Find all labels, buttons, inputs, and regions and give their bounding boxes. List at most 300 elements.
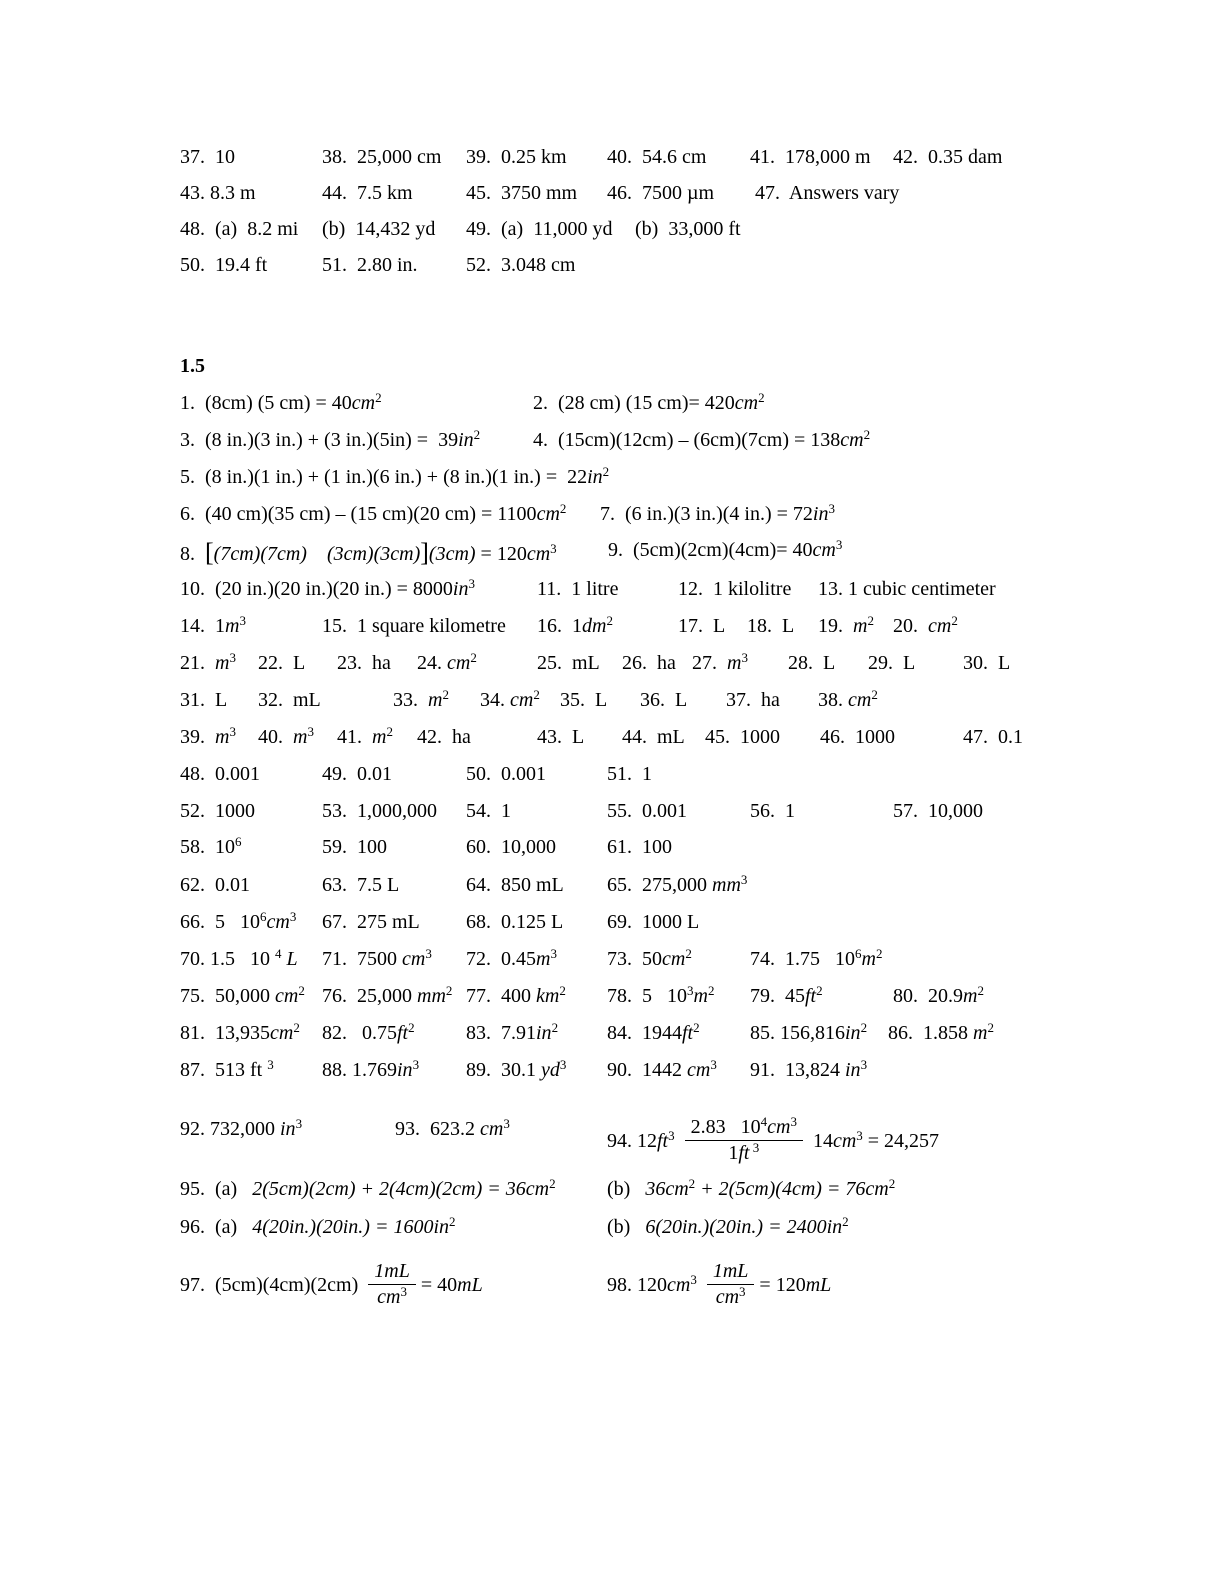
text-run: 50. 0.001 <box>466 763 546 785</box>
text-run: 86. 1.858 <box>888 1022 973 1044</box>
text-segment <box>180 429 480 452</box>
text-run <box>675 1130 685 1152</box>
text-run: 3 <box>749 1140 760 1155</box>
text-segment <box>417 652 477 675</box>
text-segment <box>466 800 511 823</box>
text-segment <box>180 1216 456 1239</box>
text-run: 2.83 10 <box>690 1116 761 1138</box>
text-run: 14 <box>802 1130 833 1153</box>
section-heading: 1.5 <box>180 355 205 377</box>
text-run: mL <box>805 1274 832 1297</box>
text-run: 3 <box>559 1057 567 1072</box>
text-run: cm <box>447 652 471 674</box>
text-run: 138 <box>810 429 841 451</box>
text-run: 3 <box>828 501 835 516</box>
text-segment <box>868 652 915 675</box>
text-run: 18. L <box>747 615 795 637</box>
text-run: in <box>812 503 829 525</box>
text-run: 46. 1000 <box>820 726 895 748</box>
text-run: 2 <box>559 501 567 516</box>
text-run: 3 <box>550 946 557 961</box>
text-run: 3 <box>229 650 236 665</box>
text-segment <box>747 615 794 638</box>
text-line <box>180 1178 1180 1208</box>
fraction-denominator <box>707 1285 755 1309</box>
text-run: 2 <box>860 1020 868 1035</box>
text-run: 2 <box>445 983 453 998</box>
text-run: 38. <box>818 689 848 711</box>
text-run: 52. 1000 <box>180 800 255 822</box>
text-segment <box>607 146 706 169</box>
text-segment <box>322 218 435 241</box>
text-segment <box>180 689 227 712</box>
text-run: 2 <box>606 613 613 628</box>
text-run: 15. 1 square kilometre <box>322 615 506 637</box>
text-run: 2 <box>871 687 878 702</box>
text-segment <box>466 763 546 786</box>
text-run: 23. ha <box>337 652 391 674</box>
text-run: 12. 1 kilolitre <box>678 578 792 600</box>
text-segment <box>692 652 748 675</box>
text-run: 88. 1.769 <box>322 1059 397 1081</box>
text-run: ] <box>420 538 429 567</box>
text-run: 3 <box>668 1128 675 1144</box>
text-run: 62. 0.01 <box>180 874 250 896</box>
text-run: m <box>428 689 443 711</box>
text-run: m <box>215 726 230 748</box>
text-run: cm <box>848 689 872 711</box>
text-run: 2 <box>470 650 477 665</box>
text-run: 57. 10,000 <box>893 800 983 822</box>
text-run: 49. (a) 11,000 yd <box>466 218 613 240</box>
text-run: cm <box>687 1059 711 1081</box>
fraction-denominator <box>368 1285 416 1309</box>
text-run: m <box>861 948 876 970</box>
fraction <box>707 1260 755 1309</box>
text-segment <box>180 1022 300 1045</box>
text-segment <box>678 615 725 638</box>
text-line <box>180 800 1180 830</box>
text-run: 49. 0.01 <box>322 763 392 785</box>
text-run: 90. 1442 <box>607 1059 687 1081</box>
text-run: 3 <box>860 1057 868 1072</box>
text-run: 2 <box>386 724 393 739</box>
text-run: cm <box>266 911 290 933</box>
text-segment <box>640 689 687 712</box>
text-segment <box>180 1178 556 1201</box>
text-run: m <box>853 615 868 637</box>
text-run: 41. <box>337 726 372 748</box>
text-run: 72 <box>792 503 813 525</box>
text-run: m <box>225 615 240 637</box>
text-run: in <box>845 1022 861 1044</box>
text-run: [ <box>205 538 214 567</box>
text-run: 74. 1.75 10 <box>750 948 855 970</box>
text-segment <box>466 218 612 241</box>
text-run <box>697 1274 707 1296</box>
text-run: 30. L <box>963 652 1011 674</box>
text-run: 36. L <box>640 689 688 711</box>
text-segment <box>607 1022 700 1045</box>
text-run: = <box>754 1274 776 1297</box>
text-segment <box>608 539 842 562</box>
text-run: 26. ha <box>622 652 676 674</box>
text-run: 27. <box>692 652 727 674</box>
text-segment <box>607 1216 849 1239</box>
text-segment <box>607 1059 717 1082</box>
text-segment <box>788 652 835 675</box>
text-segment <box>466 1022 558 1045</box>
text-segment <box>537 726 584 749</box>
text-run: 37. 10 <box>180 146 235 168</box>
text-segment <box>322 800 437 823</box>
text-run: 58. 10 <box>180 836 235 858</box>
text-run: 19. <box>818 615 853 637</box>
text-run: + 2(5cm)(4cm) = 76cm <box>695 1178 889 1200</box>
text-segment <box>337 726 393 749</box>
text-segment <box>607 182 714 205</box>
text-run: 71. 7500 <box>322 948 402 970</box>
text-segment <box>180 726 236 749</box>
text-segment <box>750 948 882 971</box>
text-segment <box>893 800 983 823</box>
text-run: 2 <box>559 983 566 998</box>
text-segment <box>180 466 609 489</box>
text-segment <box>180 615 246 638</box>
text-segment <box>607 874 747 897</box>
text-run: 4(20in.)(20in.) = 1600in <box>252 1216 450 1238</box>
text-run: 40. <box>258 726 293 748</box>
text-segment <box>750 1059 867 1082</box>
text-run: 2 <box>375 390 382 405</box>
text-segment <box>607 836 672 859</box>
text-line <box>180 726 1180 756</box>
text-run: 51. 1 <box>607 763 652 785</box>
text-line <box>180 1059 1180 1089</box>
text-run: 13. 1 cubic centimeter <box>818 578 996 600</box>
text-run: 60. 10,000 <box>466 836 556 858</box>
text-run: in <box>452 578 469 600</box>
text-run: 47. 0.1 <box>963 726 1023 748</box>
text-run: 24. <box>417 652 447 674</box>
text-segment <box>893 985 984 1008</box>
text-run: 54. 1 <box>466 800 511 822</box>
text-run: yd <box>541 1059 560 1081</box>
text-line <box>180 578 1180 608</box>
text-run: 92. 732,000 <box>180 1118 280 1140</box>
text-run: 40 <box>792 539 813 561</box>
text-run: ft <box>682 1022 694 1044</box>
text-line <box>180 615 1180 645</box>
text-run: 1 <box>728 1142 739 1164</box>
text-run: 3 <box>856 1128 863 1144</box>
text-run: 35. L <box>560 689 608 711</box>
text-run: (b) 33,000 ft <box>635 218 741 240</box>
text-segment <box>750 985 823 1008</box>
text-segment <box>755 182 899 205</box>
text-segment <box>963 726 1023 749</box>
text-run: 2 <box>758 390 765 405</box>
text-run: cm <box>402 948 426 970</box>
text-run: 94. 12 <box>607 1130 657 1153</box>
text-run: ft <box>397 1022 409 1044</box>
text-segment <box>180 503 566 526</box>
text-segment <box>466 985 566 1008</box>
text-run: m <box>963 985 978 1007</box>
text-run: 3 <box>425 946 432 961</box>
text-run: ft <box>657 1130 669 1153</box>
text-run: 2 <box>685 946 692 961</box>
text-run: 48. (a) 8.2 mi <box>180 218 299 240</box>
text-run: 69. 1000 L <box>607 911 700 933</box>
text-run: 3 <box>710 1057 717 1072</box>
text-line <box>180 911 1180 941</box>
text-segment <box>466 911 563 934</box>
text-segment <box>466 182 577 205</box>
text-run: 3 <box>229 724 236 739</box>
text-run: 4. (15cm)(12cm) – (6cm)(7cm) = <box>533 429 811 451</box>
text-segment <box>180 254 267 277</box>
text-run: cm <box>734 392 759 414</box>
text-run: 22 <box>567 466 588 488</box>
text-segment <box>322 874 399 897</box>
text-segment <box>560 689 607 712</box>
text-segment <box>180 1262 483 1311</box>
text-run: 64. 850 mL <box>466 874 564 896</box>
text-run: 56. 1 <box>750 800 795 822</box>
text-run: 2 <box>602 464 610 479</box>
text-run: cm <box>767 1116 791 1138</box>
text-segment <box>417 726 471 749</box>
text-run: cm <box>351 392 376 414</box>
text-segment <box>750 1022 867 1045</box>
text-run: 6(20in.)(20in.) = 2400in <box>645 1216 843 1238</box>
text-segment <box>537 615 613 638</box>
text-segment <box>893 146 1002 169</box>
text-run: (b) 14,432 yd <box>322 218 436 240</box>
text-segment <box>258 652 305 675</box>
text-run: 53. 1,000,000 <box>322 800 437 822</box>
text-line <box>180 429 1180 459</box>
text-run: m <box>973 1022 988 1044</box>
text-run: 3 <box>741 650 748 665</box>
text-run: 1100 <box>497 503 537 525</box>
text-line <box>180 1114 1180 1164</box>
text-run: 6 <box>260 909 267 924</box>
text-run: 3 <box>739 1284 746 1299</box>
text-run: 2 <box>816 983 823 998</box>
text-run: 6 <box>235 834 242 849</box>
text-segment <box>466 948 557 971</box>
text-run: 2 <box>693 1020 700 1035</box>
text-run: 72. 0.45 <box>466 948 536 970</box>
text-run: cm <box>275 985 299 1007</box>
text-segment <box>818 578 996 601</box>
text-run: 3 <box>790 1114 797 1129</box>
text-run: 3 <box>835 537 843 552</box>
text-segment <box>322 911 420 934</box>
text-run: L <box>286 948 298 970</box>
text-run: mL <box>457 1274 483 1297</box>
text-run: 10. (20 in.)(20 in.)(20 in.) = <box>180 578 413 600</box>
fraction-numerator <box>707 1260 755 1285</box>
text-segment <box>607 800 687 823</box>
text-line <box>180 985 1180 1015</box>
text-run: 2 <box>888 1176 896 1191</box>
text-run: 47. Answers vary <box>755 182 900 204</box>
text-segment <box>607 948 692 971</box>
text-line <box>180 218 1180 248</box>
text-segment <box>607 763 652 786</box>
text-run: 40 <box>437 1274 458 1297</box>
text-run: 3 <box>307 724 314 739</box>
text-run: 9. (5cm)(2cm)(4cm)= <box>608 539 793 561</box>
text-run: (b) <box>607 1216 646 1238</box>
text-segment <box>466 1059 566 1082</box>
text-line <box>180 874 1180 904</box>
text-run: 70. 1.5 10 <box>180 948 275 970</box>
text-segment <box>607 1262 831 1311</box>
fraction <box>685 1116 803 1165</box>
text-run: cm <box>536 503 560 525</box>
text-segment <box>750 146 871 169</box>
text-run: 6 <box>855 946 862 961</box>
text-run: 28. L <box>788 652 836 674</box>
text-line <box>180 763 1180 793</box>
text-line <box>180 836 1180 866</box>
text-segment <box>180 182 256 205</box>
text-run: 36cm <box>645 1178 689 1200</box>
text-run: 3 <box>468 576 475 591</box>
text-run: 43. 8.3 m <box>180 182 256 204</box>
text-run: cm <box>662 948 686 970</box>
text-line <box>180 254 1180 284</box>
text-run: ft <box>805 985 817 1007</box>
text-run: 2 <box>707 983 715 998</box>
text-line <box>180 1022 1180 1052</box>
text-run: 77. 400 <box>466 985 536 1007</box>
text-run: 43. L <box>537 726 585 748</box>
text-segment <box>180 652 236 675</box>
text-run: ft <box>738 1142 750 1164</box>
text-segment <box>607 1114 940 1167</box>
text-segment <box>726 689 780 712</box>
text-run: 6. (40 cm)(35 cm) – (15 cm)(20 cm) = <box>180 503 498 525</box>
text-run: mm <box>712 874 741 896</box>
text-run: cm <box>480 1118 504 1140</box>
text-line <box>180 503 1180 533</box>
text-run: 80. 20.9 <box>893 985 963 1007</box>
text-segment <box>818 689 878 712</box>
text-run: 2 <box>977 983 984 998</box>
text-run: 39. 0.25 km <box>466 146 567 168</box>
text-run: 2 <box>987 1020 994 1035</box>
text-run: m <box>215 652 230 674</box>
text-segment <box>466 836 556 859</box>
text-run: = <box>475 543 497 565</box>
text-run: 3 <box>400 1284 407 1299</box>
text-run: 63. 7.5 L <box>322 874 400 896</box>
text-run: 2. (28 cm) (15 cm)= <box>533 392 705 414</box>
text-run: 3. (8 in.)(3 in.) + (3 in.)(5in) = <box>180 429 439 451</box>
text-segment <box>893 615 958 638</box>
text-segment <box>820 726 895 749</box>
text-line <box>180 1216 1180 1246</box>
text-segment <box>678 578 791 601</box>
text-run: = <box>415 1274 438 1297</box>
text-segment <box>537 578 618 601</box>
text-run: cm <box>510 689 534 711</box>
text-segment <box>395 1118 510 1141</box>
text-run: (3cm) <box>428 543 476 565</box>
text-run: 3 <box>412 1057 420 1072</box>
text-run: in <box>536 1022 552 1044</box>
text-run: 38. 25,000 cm <box>322 146 442 168</box>
text-run: cm <box>928 615 952 637</box>
text-run: 2 <box>408 1020 415 1035</box>
text-run: 42. 0.35 dam <box>893 146 1003 168</box>
text-run: 68. 0.125 L <box>466 911 564 933</box>
text-run: 2 <box>298 983 305 998</box>
text-run: 84. 1944 <box>607 1022 682 1044</box>
text-run: 29. L <box>868 652 916 674</box>
text-run: cm <box>270 1022 294 1044</box>
text-segment <box>180 874 250 897</box>
text-run: 50. 19.4 ft <box>180 254 268 276</box>
text-run: 120 <box>775 1274 806 1297</box>
text-segment <box>180 911 296 934</box>
text-segment <box>322 182 413 205</box>
text-run: 96. (a) <box>180 1216 253 1238</box>
text-run: 67. 275 mL <box>322 911 420 933</box>
text-run: 46. 7500 µm <box>607 182 715 204</box>
text-segment <box>322 615 506 638</box>
text-segment <box>533 392 765 415</box>
text-segment <box>466 146 567 169</box>
text-run: 98. 120 <box>607 1274 667 1297</box>
text-segment <box>635 218 741 241</box>
text-run: cm <box>377 1286 401 1308</box>
text-run: 25. mL <box>537 652 600 674</box>
text-segment <box>322 254 418 277</box>
text-run: 32. mL <box>258 689 321 711</box>
text-run: 78. 5 10 <box>607 985 687 1007</box>
text-run: 2 <box>863 427 871 442</box>
text-run: in <box>458 429 474 451</box>
text-line <box>180 1260 1180 1308</box>
text-segment <box>322 146 441 169</box>
text-run: 93. 623.2 <box>395 1118 480 1140</box>
text-run: (7cm)(7cm) (3cm)(3cm) <box>213 543 421 565</box>
text-run: 41. 178,000 m <box>750 146 871 168</box>
text-segment <box>180 578 475 601</box>
text-segment <box>888 1022 994 1045</box>
text-run: m <box>693 985 708 1007</box>
text-run: cm <box>667 1274 691 1297</box>
text-run: 2 <box>533 687 540 702</box>
text-run: 3 <box>740 872 748 887</box>
text-run: 82. 0.75 <box>322 1022 397 1044</box>
text-run: 48. 0.001 <box>180 763 260 785</box>
text-run: 2 <box>551 1020 559 1035</box>
text-run: cm <box>526 543 551 565</box>
text-run: 120 <box>496 543 527 565</box>
text-run: in <box>397 1059 413 1081</box>
text-segment <box>622 726 685 749</box>
text-line <box>180 652 1180 682</box>
text-run: 1mL <box>712 1260 749 1282</box>
text-segment <box>180 800 255 823</box>
